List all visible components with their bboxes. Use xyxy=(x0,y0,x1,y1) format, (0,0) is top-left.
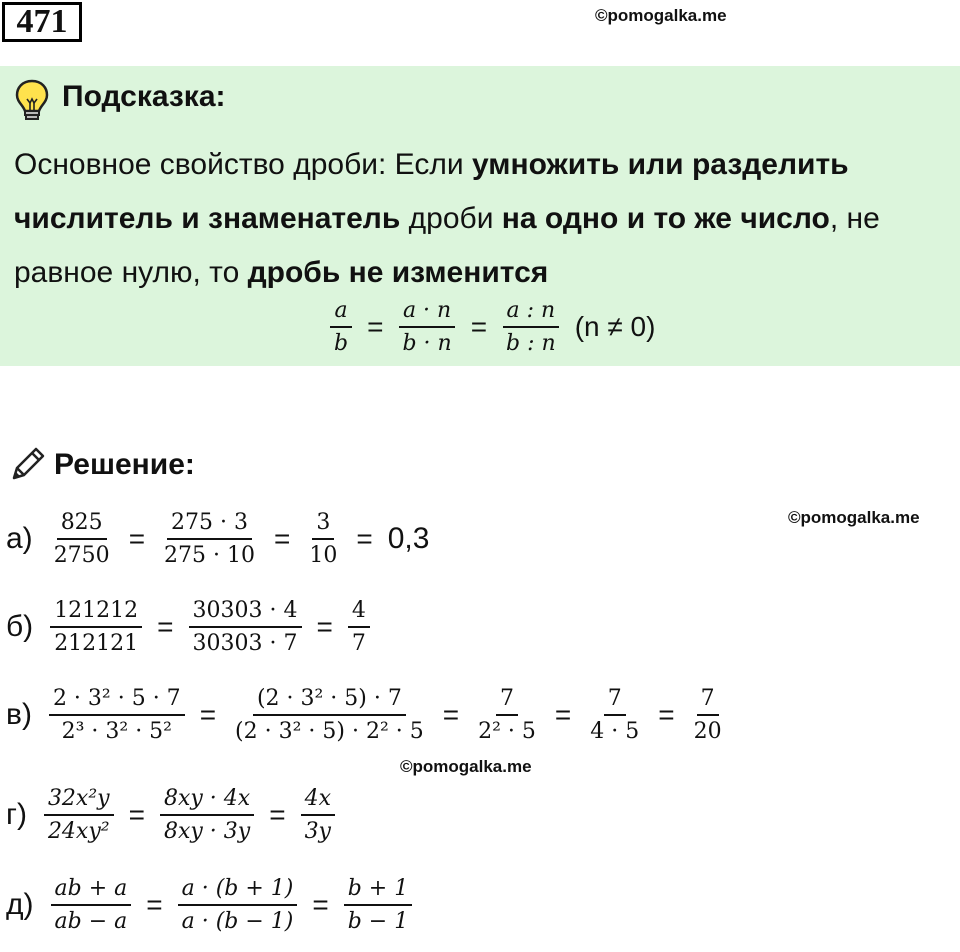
solution-row-v: в) $\frac{\text{2 · 3² · 5 · 7}}{\text{2³ · 3² · 5²}}$ = $\frac{\text{(2 · 3² · 5) · 7}}{\text{(2 · 3² · 5) · 2² · 5}}$ = $\frac{7}{\text{2² · 5}}$ = $\frac{7}{4 \cdot 5}$ = $\frac{7}{20}$ xyxy=(6,686,722,744)
solution-row-b: б) $\frac{121212}{212121}$ = $\frac{30303 \cdot 4}{30303 \cdot 7}$ = $\frac{4}{7}$ xyxy=(6,598,374,656)
solution-row-a: а) $\frac{825}{2750}$ = $\frac{275 \cdot 3}{275 \cdot 10}$ = $\frac{3}{10}$ = 0,3 xyxy=(6,510,430,568)
hint-formula: $\frac{a}{b}$ = $\frac{a \cdot n}{b \cdot n}$ = $\frac{a : n}{b : n}$ (n ≠ 0) xyxy=(326,298,659,356)
solution-title: Решение: xyxy=(54,448,195,481)
solution-row-d: д) $\frac{ab + a}{ab - a}$ = $\frac{a \cdot (b + 1)}{a \cdot (b - 1)}$ = $\frac{b + 1}{b - 1}$ xyxy=(6,876,416,934)
pencil-icon xyxy=(8,444,48,489)
hint-line-1: Основное свойство дроби: Если умножить или разделить xyxy=(14,148,849,181)
hint-title: Подсказка: xyxy=(62,80,226,113)
lightbulb-icon xyxy=(14,78,50,127)
solution-row-g: г) $\frac{\text{32x²y}}{\text{24xy²}}$ = $\frac{8xy \cdot 4x}{8xy \cdot 3y}$ = $\frac{4x}{3y}$ xyxy=(6,786,339,844)
watermark-top: ©pomogalka.me xyxy=(595,6,727,25)
problem-number: 471 xyxy=(2,2,82,42)
hint-text xyxy=(14,138,954,300)
hint-line-2: числитель и знаменатель дроби на одно и то же число, не xyxy=(14,202,880,235)
watermark-mid: ©pomogalka.me xyxy=(788,508,920,527)
watermark-bottom: ©pomogalka.me xyxy=(400,757,532,776)
hint-line-3: равное нулю, то дробь не изменится xyxy=(14,256,549,289)
